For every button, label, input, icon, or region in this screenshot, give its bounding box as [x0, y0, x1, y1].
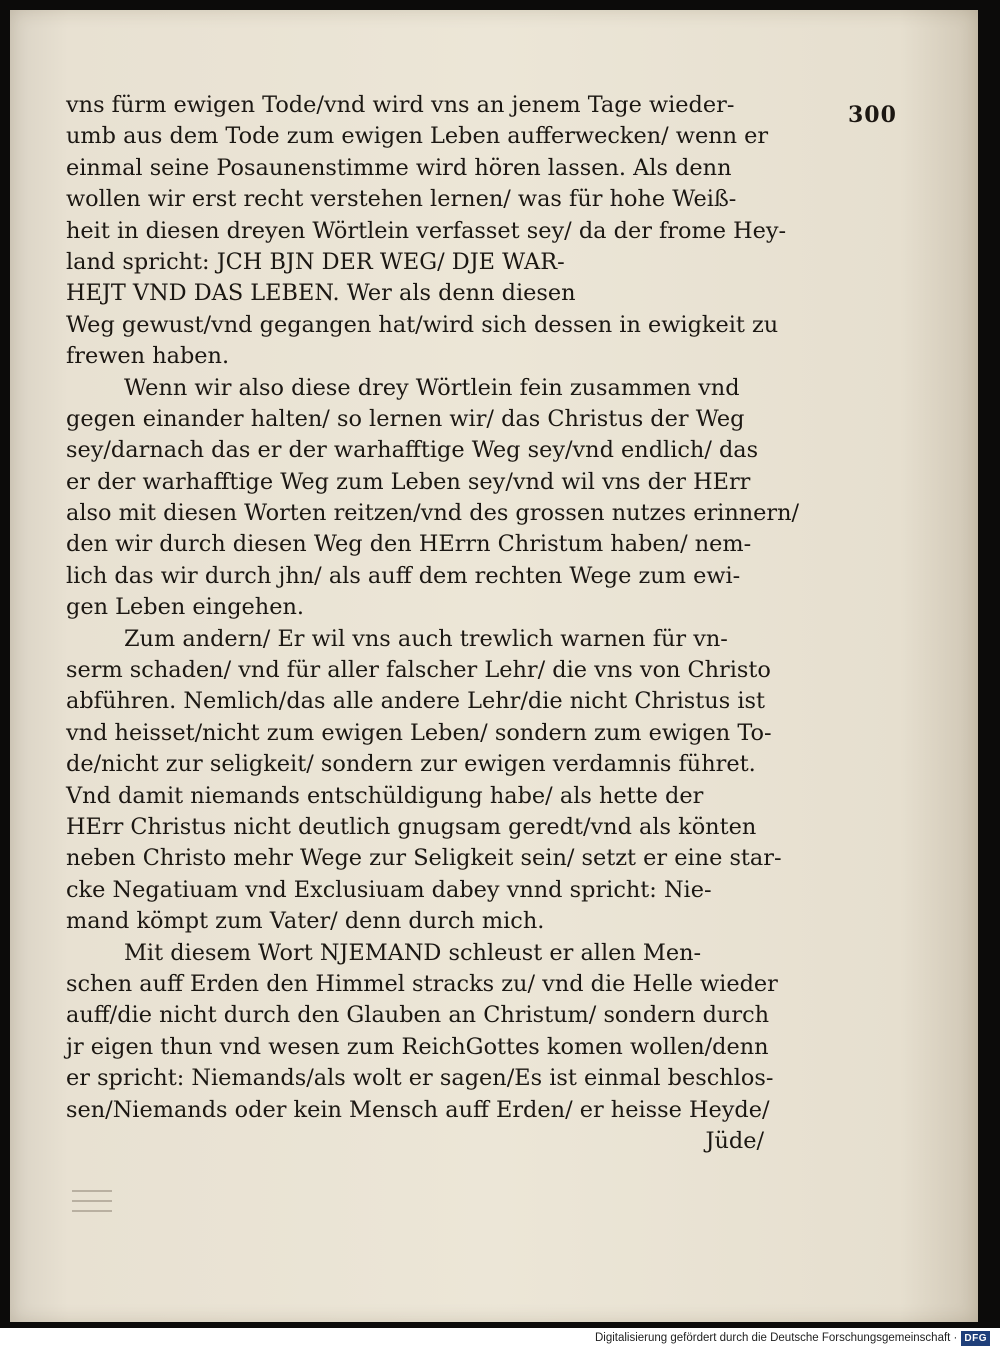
- text-line: er der warhafftige Weg zum Leben sey/vnd wil vns der HErr: [66, 468, 751, 495]
- text-line: den wir durch diesen Weg den HErrn Christum haben/ nem-: [66, 531, 752, 558]
- text-line: Weg gewust/vnd gegangen hat/wird sich dessen in ewigkeit zu: [66, 311, 779, 338]
- text-line: HErr Christus nicht deutlich gnugsam geredt/vnd als könten: [66, 813, 757, 840]
- text-line: jr eigen thun vnd wesen zum ReichGottes komen wollen/denn: [66, 1033, 769, 1060]
- text-line: land spricht: JCH BJN DER WEG/ DJE WAR-: [66, 248, 565, 275]
- paragraph-start-line: Mit diesem Wort NJEMAND schleust er allen Men-: [124, 939, 702, 966]
- text-line: neben Christo mehr Wege zur Seligkeit sein/ setzt er eine star-: [66, 845, 782, 872]
- text-line: er spricht: Niemands/als wolt er sagen/Es ist einmal beschlos-: [66, 1065, 774, 1092]
- text-line: cke Negatiuam vnd Exclusiuam dabey vnnd spricht: Nie-: [66, 876, 712, 903]
- text-line: vnd heisset/nicht zum ewigen Leben/ sondern zum ewigen To-: [66, 719, 772, 746]
- text-line: abführen. Nemlich/das alle andere Lehr/die nicht Christus ist: [66, 688, 765, 715]
- text-line: vns fürm ewigen Tode/vnd wird vns an jenem Tage wieder-: [66, 92, 735, 118]
- catchword: Jüde/: [705, 1127, 764, 1154]
- paragraph-start-line: Zum andern/ Er wil vns auch trewlich warnen für vn-: [124, 625, 728, 652]
- text-line: HEJT VND DAS LEBEN. Wer als denn diesen: [66, 280, 576, 307]
- text-line: frewen haben.: [66, 343, 230, 370]
- text-line: gegen einander halten/ so lernen wir/ das Christus der Weg: [66, 405, 745, 432]
- text-line: gen Leben eingehen.: [66, 594, 304, 621]
- text-line: sen/Niemands oder kein Mensch auff Erden/ er heisse Heyde/: [66, 1096, 770, 1123]
- text-line: de/nicht zur seligkeit/ sondern zur ewigen verdamnis führet.: [66, 751, 756, 778]
- text-line: heit in diesen dreyen Wörtlein verfasset sey/ da der frome Hey-: [66, 217, 787, 244]
- body-text: [66, 90, 800, 1157]
- text-line: lich das wir durch jhn/ als auff dem rechten Wege zum ewi-: [66, 562, 741, 589]
- text-line: schen auff Erden den Himmel stracks zu/ vnd die Helle wieder: [66, 970, 778, 997]
- text-line: umb aus dem Tode zum ewigen Leben aufferwecken/ wenn er: [66, 123, 769, 150]
- footer-bar: [0, 1328, 1000, 1348]
- paragraph-start-line: Wenn wir also diese drey Wörtlein fein zusammen vnd: [124, 374, 740, 401]
- text-line: also mit diesen Worten reitzen/vnd des grossen nutzes erinnern/: [66, 500, 800, 527]
- footer-credit: Digitalisierung gefördert durch die Deutsche Forschungsgemeinschaft ·: [594, 1332, 958, 1344]
- text-line: auff/die nicht durch den Glauben an Christum/ sondern durch: [66, 1002, 770, 1029]
- text-line: einmal seine Posaunenstimme wird hören lassen. Als denn: [66, 154, 732, 181]
- text-line: sey/darnach das er der warhafftige Weg sey/vnd endlich/ das: [66, 437, 759, 464]
- book-page: [10, 10, 978, 1322]
- text-line: wollen wir erst recht verstehen lernen/ was für hohe Weiß-: [66, 186, 737, 213]
- page-number: 300: [848, 102, 897, 128]
- text-line: mand kömpt zum Vater/ denn durch mich.: [66, 908, 545, 935]
- text-line: serm schaden/ vnd für aller falscher Lehr/ die vns von Christo: [66, 657, 771, 684]
- margin-smudge: [72, 1182, 112, 1232]
- dfg-logo: DFG: [961, 1331, 990, 1346]
- text-line: Vnd damit niemands entschüldigung habe/ als hette der: [66, 782, 704, 809]
